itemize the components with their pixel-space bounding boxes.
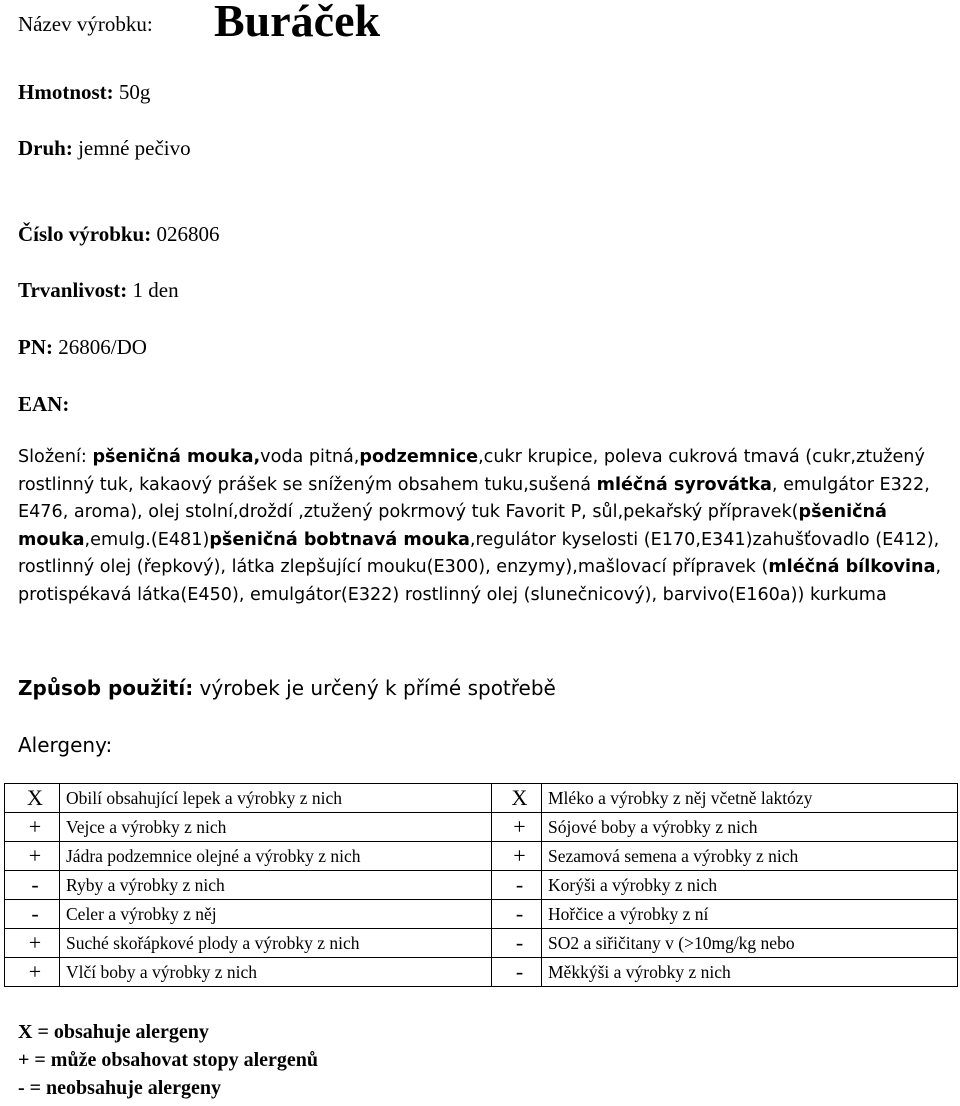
allergen-row	[5, 900, 958, 929]
type-field	[18, 136, 191, 161]
allergen-name: Jádra podzemnice olejné a výrobky z nich	[60, 842, 492, 871]
allergen-name: Celer a výrobky z něj	[60, 900, 492, 929]
allergen-name: Vejce a výrobky z nich	[60, 813, 492, 842]
composition-allergen-bold: mléčná bílkovina	[768, 557, 936, 577]
composition-allergen-bold: pšeničná mouka	[18, 502, 887, 550]
shelf-life-label: Trvanlivost:	[18, 278, 128, 302]
product-number-label: Číslo výrobku:	[18, 222, 152, 246]
usage	[18, 676, 556, 700]
legend-may-contain: + = může obsahovat stopy alergenů	[18, 1049, 319, 1071]
composition-segment: ,cukr krupice, poleva cukrová tmavá (cukr,ztužený rostlinný tuk, kakaový prášek se sníženým obsahem tuku,sušená	[18, 447, 925, 495]
composition-allergen-bold: podzemnice	[359, 447, 479, 467]
allergen-name: Sójové boby a výrobky z nich	[542, 813, 958, 842]
allergen-name: Sezamová semena a výrobky z nich	[542, 842, 958, 871]
composition-segment: Složení:	[18, 447, 93, 467]
weight-label: Hmotnost:	[18, 80, 114, 104]
allergen-mark: +	[492, 842, 542, 871]
allergen-row	[5, 813, 958, 842]
composition-segment: , protispékavá látka(E450), emulgátor(E322) rostlinný olej (slunečnicový), barvivo(E160a)) kurkuma	[18, 557, 942, 605]
pn-value: 26806/DO	[53, 335, 147, 359]
composition-segment: voda pitná,	[260, 447, 360, 467]
pn-field	[18, 335, 147, 360]
allergen-mark: +	[5, 929, 60, 958]
weight-field	[18, 80, 150, 105]
composition-segment: , emulgátor E322, E476, aroma), olej stolní,droždí ,ztužený pokrmový tuk Favorit P, sůl,pekařský přípravek(	[18, 474, 930, 522]
allergens-title: Alergeny:	[18, 733, 113, 757]
allergen-name: Mléko a výrobky z něj včetně laktózy	[542, 784, 958, 813]
allergen-mark: -	[492, 900, 542, 929]
allergen-row	[5, 929, 958, 958]
allergen-mark: +	[492, 813, 542, 842]
type-value: jemné pečivo	[72, 136, 191, 160]
allergen-name: Hořčice a výrobky z ní	[542, 900, 958, 929]
weight-value: 50g	[113, 80, 151, 104]
shelf-life-field	[18, 278, 179, 303]
allergen-row	[5, 784, 958, 813]
type-label: Druh:	[18, 136, 73, 160]
product-name-label: Název výrobku:	[18, 12, 153, 36]
allergens-table	[4, 783, 958, 987]
allergen-mark: -	[492, 871, 542, 900]
allergen-name: Korýši a výrobky z nich	[542, 871, 958, 900]
composition-allergen-bold: mléčná syrovátka	[596, 474, 772, 495]
allergen-mark: -	[492, 958, 542, 987]
product-number-value: 026806	[151, 222, 220, 246]
allergen-name: Obilí obsahující lepek a výrobky z nich	[60, 784, 492, 813]
allergen-name: SO2 a siřičitany v (>10mg/kg nebo	[542, 929, 958, 958]
legend-not-contains: - = neobsahuje alergeny	[18, 1077, 222, 1099]
composition-allergen-bold: pšeničná mouka,	[92, 447, 261, 467]
shelf-life-value: 1 den	[127, 278, 179, 302]
allergen-row	[5, 958, 958, 987]
allergen-name: Vlčí boby a výrobky z nich	[60, 958, 492, 987]
usage-value: výrobek je určený k přímé spotřebě	[193, 676, 556, 700]
allergen-row	[5, 842, 958, 871]
allergen-mark: +	[5, 813, 60, 842]
allergen-mark: +	[5, 842, 60, 871]
allergen-mark: -	[492, 929, 542, 958]
allergen-mark: X	[492, 784, 542, 813]
allergen-mark: -	[5, 871, 60, 900]
composition-text	[18, 444, 953, 609]
product-number-field	[18, 222, 219, 247]
product-name: Buráček	[214, 0, 381, 46]
allergen-name: Měkkýši a výrobky z nich	[542, 958, 958, 987]
allergen-name: Suché skořápkové plody a výrobky z nich	[60, 929, 492, 958]
composition-segment: ,regulátor kyselosti (E170,E341)zahušťovadlo (E412), rostlinný olej (řepkový), látka zlepšující mouku(E300), enzymy),mašlovací přípravek (	[18, 529, 940, 577]
pn-label: PN:	[18, 335, 53, 359]
allergen-name: Ryby a výrobky z nich	[60, 871, 492, 900]
allergen-mark: +	[5, 958, 60, 987]
allergen-row	[5, 871, 958, 900]
composition-segment: ,emulg.(E481)	[84, 529, 210, 550]
allergen-mark: X	[5, 784, 60, 813]
usage-label: Způsob použití:	[18, 676, 194, 700]
ean-field	[18, 392, 69, 417]
ean-label: EAN:	[18, 392, 70, 416]
allergen-mark: -	[5, 900, 60, 929]
composition-allergen-bold: pšeničná bobtnavá mouka	[209, 529, 470, 550]
legend-contains: X = obsahuje alergeny	[18, 1021, 209, 1043]
